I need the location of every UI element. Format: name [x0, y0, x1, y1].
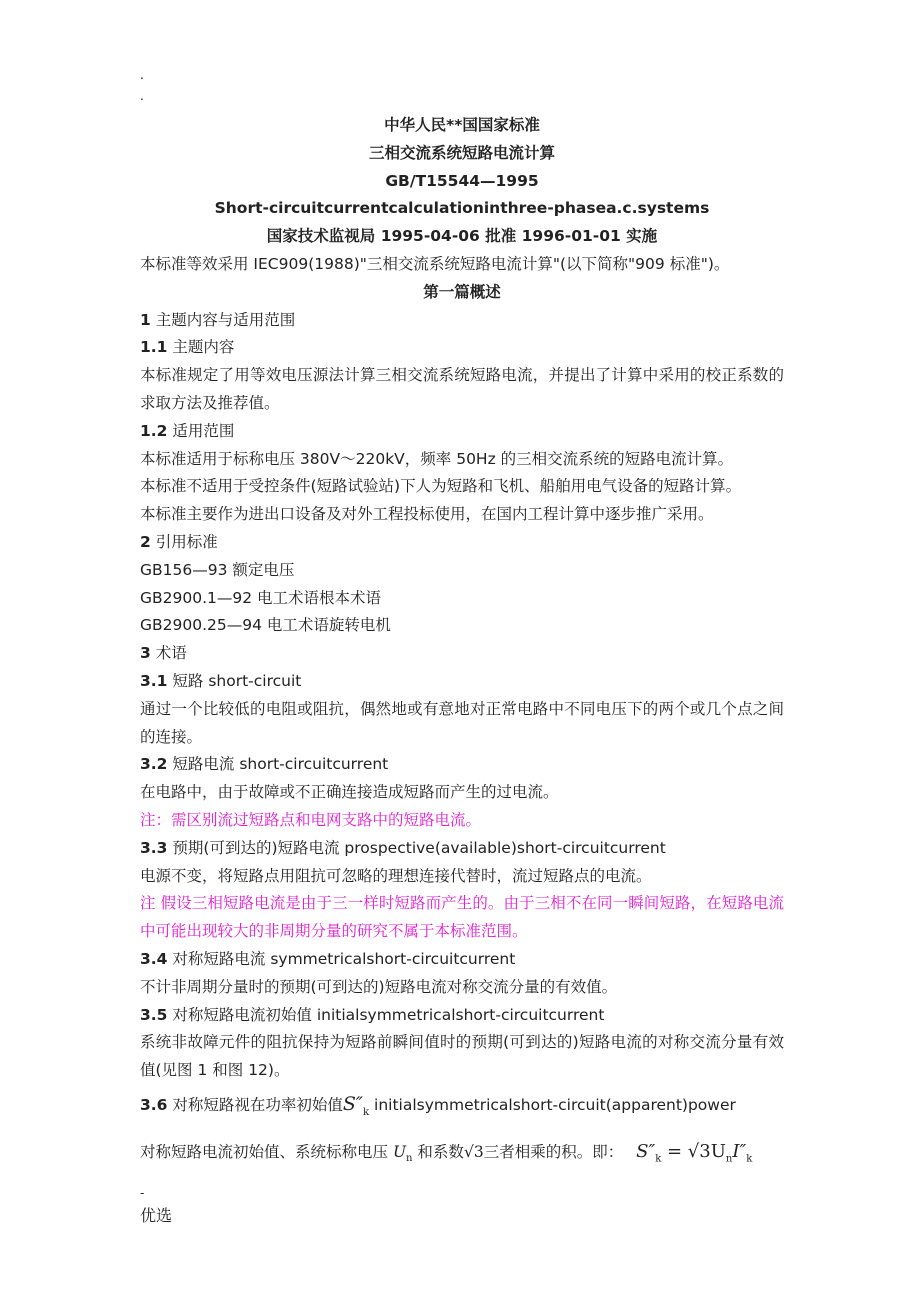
- section-heading: [140, 529, 784, 557]
- footer-label: 优选: [140, 1206, 173, 1225]
- sqrt3-symbol: √3: [463, 1143, 484, 1162]
- section-number: 2: [140, 532, 151, 551]
- text: 本标准不适用于受控条件(短路试验站)下人为短路和飞机、船舶用电气设备的短路计算。: [140, 477, 742, 496]
- text: 在电路中，由于故障或不正确连接造成短路而产生的过电流。: [140, 783, 559, 802]
- definition-text: 三者相乘的积。即：: [483, 1143, 624, 1162]
- sections: [140, 307, 784, 1085]
- text: 本标准规定了用等效电压源法计算三相交流系统短路电流，并提出了计算中采用的校正系数的求取方法及推荐值。: [140, 366, 784, 412]
- paragraph: [140, 473, 784, 501]
- part-title: 第一篇概述: [423, 282, 501, 301]
- paragraph: [140, 612, 784, 640]
- text: 主题内容与适用范围: [150, 310, 296, 329]
- text: 适用范围: [167, 421, 235, 440]
- paragraph: [140, 779, 784, 807]
- intro-paragraph: 本标准等效采用 IEC909(1988)"三相交流系统短路电流计算"(以下简称"909 标准")。: [140, 254, 730, 273]
- text: 系统非故障元件的阻抗保持为短路前瞬间值时的预期(可到达的)短路电流的对称交流分量有效值(见图 1 和图 12)。: [140, 1033, 784, 1080]
- definition-text: 和系数: [417, 1143, 464, 1162]
- section-number: 3.1: [140, 671, 168, 690]
- section-number: 1.1: [140, 338, 168, 357]
- header-dot: .: [140, 68, 144, 82]
- text: 短路 short-circuit: [167, 671, 302, 690]
- section-number: 3: [140, 644, 151, 663]
- definition-text: 对称短路电流初始值、系统标称电压: [140, 1143, 389, 1162]
- paragraph: [140, 696, 784, 752]
- text: 电源不变，将短路点用阻抗可忽略的理想连接代替时，流过短路点的电流。: [140, 866, 652, 885]
- text: 本标准适用于标称电压 380V～220kV，频率 50Hz 的三相交流系统的短路电流计算。: [140, 449, 734, 468]
- paragraph: [140, 974, 784, 1002]
- approval-line: 国家技术监视局 1995-04-06 批准 1996-01-01 实施: [266, 227, 658, 246]
- note-paragraph: [140, 890, 784, 946]
- text: 对称短路电流 symmetricalshort-circuitcurrent: [167, 949, 516, 968]
- text: 对称短路电流初始值 initialsymmetricalshort-circuitcurrent: [167, 1005, 605, 1024]
- section-number: 1: [140, 310, 151, 329]
- paragraph: [140, 446, 784, 474]
- text: 通过一个比较低的电阻或阻抗，偶然地或有意地对正常电路中不同电压下的两个或几个点之间的连接。: [140, 699, 784, 746]
- section-number: 3.3: [140, 838, 168, 857]
- paragraph: [140, 501, 784, 529]
- section-heading: [140, 640, 784, 668]
- section-title-english: initialsymmetricalshort-circuit(apparent)power: [369, 1095, 736, 1114]
- section-number: 3.5: [140, 1005, 168, 1024]
- section-number: 1.2: [140, 421, 168, 440]
- section-heading: [140, 946, 784, 974]
- paragraph: [140, 1029, 784, 1085]
- text: 术语: [150, 644, 187, 663]
- header-dot: .: [140, 89, 144, 103]
- text: 短路电流 short-circuitcurrent: [167, 755, 389, 774]
- paragraph: [140, 585, 784, 613]
- formula: $S''_k = √3U_nI''_k$: [636, 1141, 753, 1166]
- text: 主题内容: [167, 338, 235, 357]
- symbol-un: $U_n$: [392, 1143, 413, 1165]
- section-heading: [140, 751, 784, 779]
- section-heading: [140, 835, 784, 863]
- section-number: 3.2: [140, 755, 168, 774]
- paragraph: [140, 863, 784, 891]
- section-title: 对称短路视在功率初始值: [167, 1095, 343, 1114]
- section-heading: [140, 1002, 784, 1030]
- title-english: Short-circuitcurrentcalculationinthree-phasea.c.systems: [214, 199, 710, 218]
- text: 引用标准: [150, 532, 218, 551]
- document-body: [140, 112, 784, 1174]
- section-number: 3.6: [140, 1095, 168, 1114]
- standard-number: GB/T15544—1995: [385, 171, 539, 190]
- section-3-6-definition: [140, 1138, 784, 1173]
- text: 注 假设三相短路电流是由于三一样时短路而产生的。由于三相不在同一瞬间短路，在短路电流中可能出现较大的非周期分量的研究不属于本标准范围。: [140, 894, 784, 941]
- text: 注：需区别流过短路点和电网支路中的短路电流。: [140, 810, 482, 829]
- section-heading: [140, 334, 784, 362]
- text: GB156—93 额定电压: [140, 560, 295, 579]
- section-heading: [140, 418, 784, 446]
- paragraph: [140, 557, 784, 585]
- section-number: 3.4: [140, 949, 168, 968]
- title-country-standard: 中华人民**国国家标准: [384, 116, 540, 134]
- text: 本标准主要作为进出口设备及对外工程投标使用，在国内工程计算中逐步推广采用。: [140, 505, 714, 524]
- text: GB2900.25—94 电工术语旋转电机: [140, 616, 391, 635]
- section-heading: [140, 307, 784, 335]
- paragraph: [140, 362, 784, 418]
- symbol-sk: $S''_k$: [342, 1092, 370, 1118]
- footer-dash: -: [140, 1186, 145, 1200]
- title-chinese: 三相交流系统短路电流计算: [368, 143, 555, 162]
- section-3-6-heading: [140, 1091, 784, 1127]
- text: GB2900.1—92 电工术语根本术语: [140, 588, 382, 607]
- note-paragraph: [140, 807, 784, 835]
- text: 不计非周期分量时的预期(可到达的)短路电流对称交流分量的有效值。: [140, 977, 618, 996]
- text: 预期(可到达的)短路电流 prospective(available)short-circuitcurrent: [167, 838, 666, 857]
- section-heading: [140, 668, 784, 696]
